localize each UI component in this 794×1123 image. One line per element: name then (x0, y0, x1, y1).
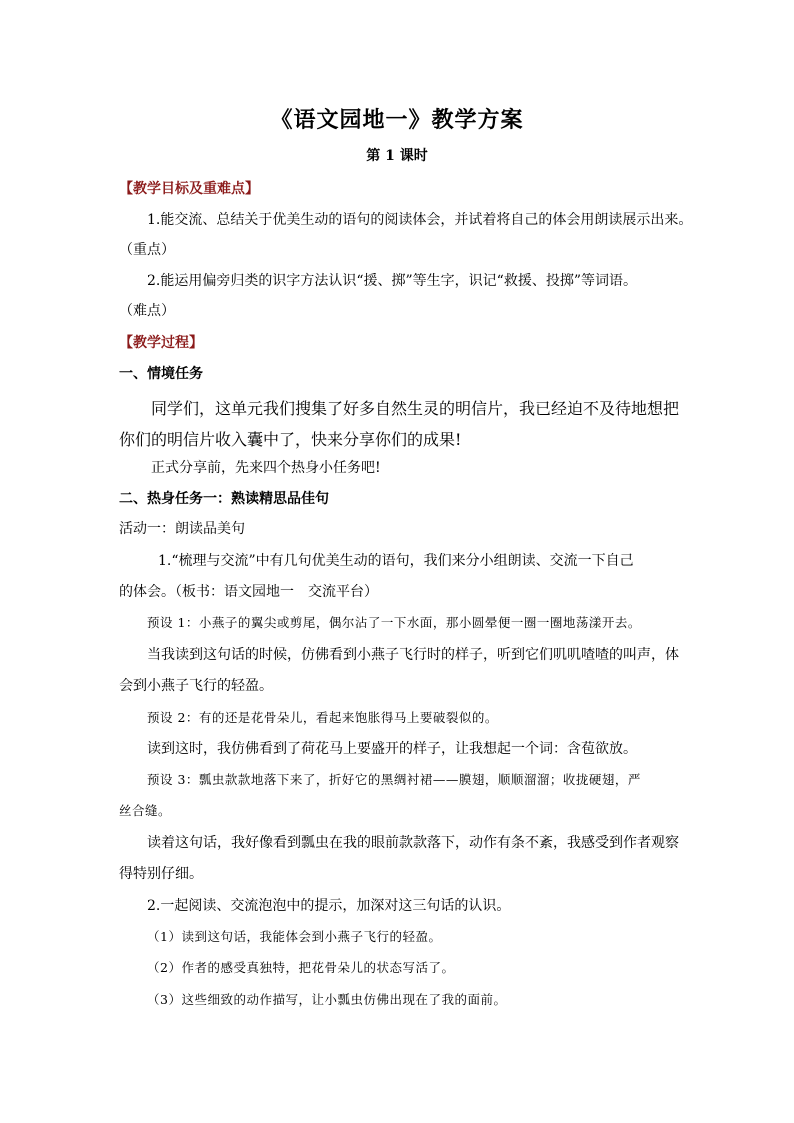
section-goals-heading: 【教学目标及重难点】 (119, 181, 259, 197)
goal2-line1: 2.能运用偏旁归类的识字方法认识“援、掷”等生字，识记“救援、投掷”等词语。 (147, 273, 637, 289)
step1-line1: 1.“梳理与交流”中有几句优美生动的语句，我们来分小组朗读、交流一下自己 (158, 553, 634, 569)
goal1-line2: （重点） (119, 242, 175, 258)
response2: 读到这时，我仿佛看到了荷花马上要盛开的样子，让我想起一个词：含苞欲放。 (147, 741, 637, 757)
goal1-line1: 1.能交流、总结关于优美生动的语句的阅读体会，并试着将自己的体会用朗读展示出来。 (147, 212, 693, 228)
tip3: （3）这些细致的动作描写，让小瓢虫仿佛出现在了我的面前。 (147, 992, 507, 1007)
section-process-heading: 【教学过程】 (119, 335, 203, 351)
preset1: 预设 1：小燕子的翼尖或剪尾，偶尔沾了一下水面，那小圆晕便一圈一圈地荡漾开去。 (147, 615, 641, 630)
part2-heading: 二、热身任务一：熟读精思品佳句 (119, 491, 329, 507)
step2: 2.一起阅读、交流泡泡中的提示，加深对这三句话的认识。 (147, 898, 511, 914)
page-title: 《语文园地一》教学方案 (270, 107, 524, 133)
tip1: （1）读到这句话，我能体会到小燕子飞行的轻盈。 (147, 929, 442, 944)
response3-line1: 读着这句话，我好像看到瓢虫在我的眼前款款落下，动作有条不紊，我感受到作者观察 (147, 835, 679, 851)
preset3-line2: 丝合缝。 (119, 803, 172, 818)
goal2-line2: （难点） (119, 303, 175, 319)
step1-line2: 的体会。（板书：语文园地一 交流平台） (119, 584, 378, 600)
preset2: 预设 2：有的还是花骨朵儿，看起来饱胀得马上要破裂似的。 (147, 710, 498, 725)
part1-paragraph1-line1: 同学们，这单元我们搜集了好多自然生灵的明信片，我已经迫不及待地想把 (151, 399, 680, 418)
response1-line2: 会到小燕子飞行的轻盈。 (119, 678, 273, 694)
response1-line1: 当我读到这句话的时候，仿佛看到小燕子飞行时的样子，听到它们叽叽喳喳的叫声，体 (147, 647, 679, 663)
response3-line2: 得特别仔细。 (119, 866, 203, 882)
part1-paragraph2: 正式分享前，先来四个热身小任务吧! (151, 460, 381, 476)
tip2: （2）作者的感受真独特，把花骨朵儿的状态写活了。 (147, 960, 455, 975)
preset3-line1: 预设 3：瓢虫款款地落下来了，折好它的黑绸衬裙——膜翅，顺顺溜溜；收拢硬翅，严 (147, 772, 641, 787)
activity1-label: 活动一：朗读品美句 (119, 521, 245, 537)
part1-heading: 一、情境任务 (119, 366, 203, 382)
lesson-subtitle: 第 1 课时 (366, 148, 428, 164)
part1-paragraph1-line2: 你们的明信片收入囊中了，快来分享你们的成果! (119, 430, 462, 449)
